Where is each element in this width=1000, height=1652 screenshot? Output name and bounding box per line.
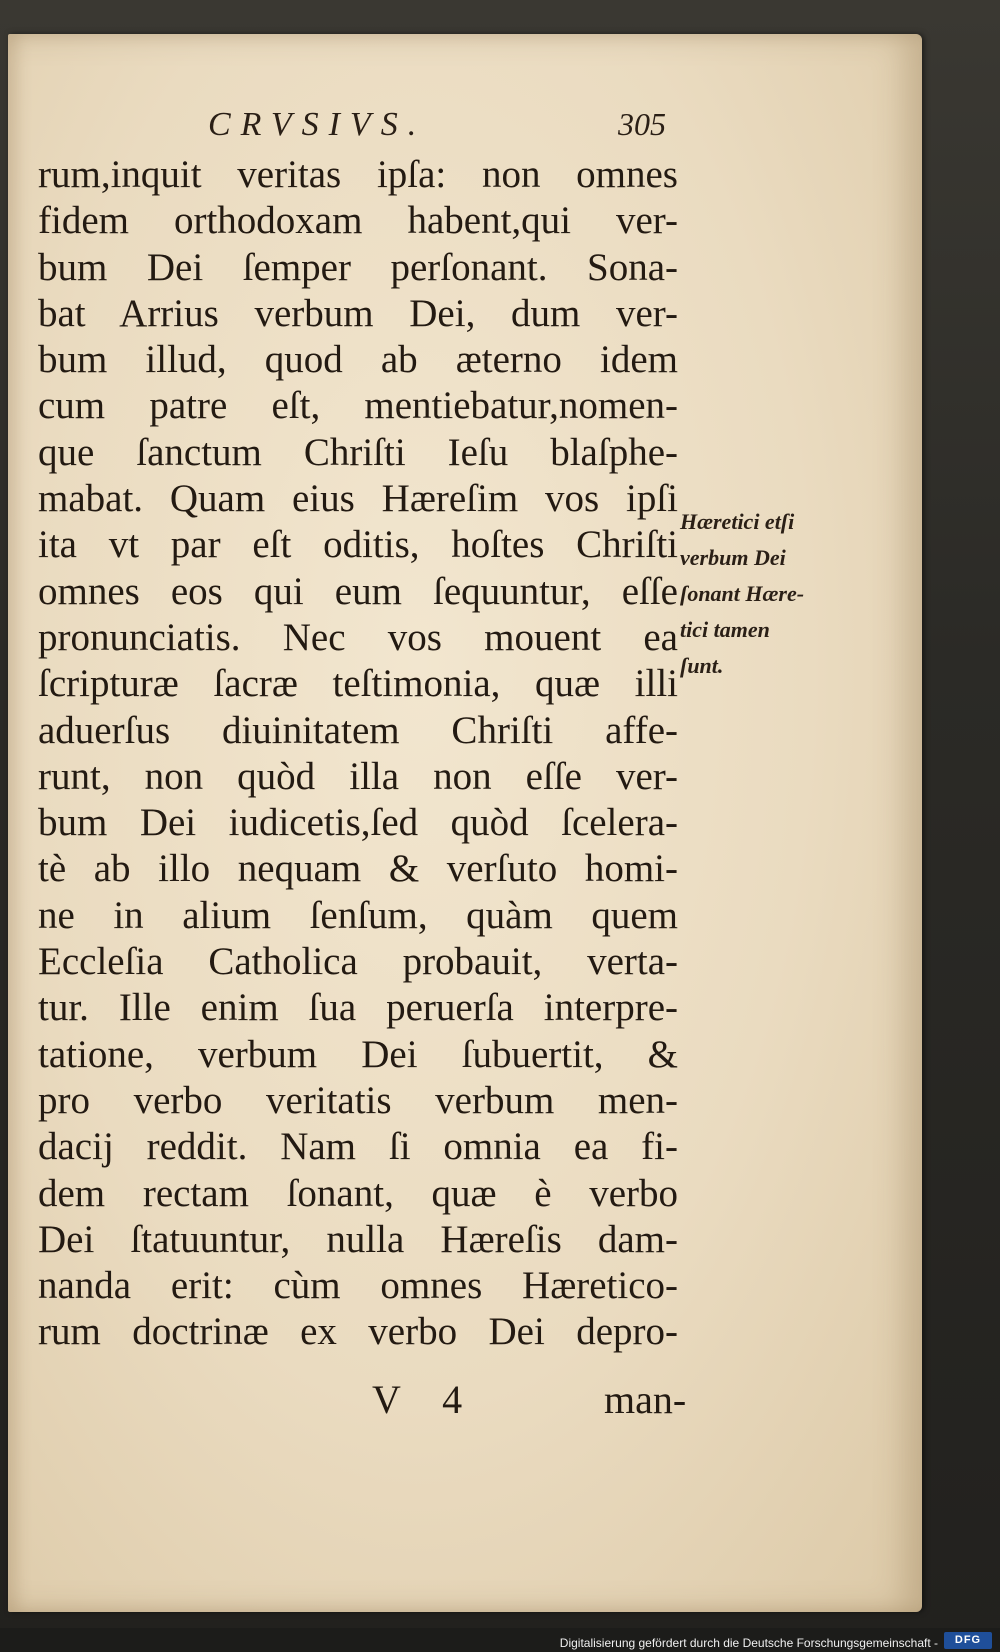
book-page — [8, 34, 922, 1612]
text-line: Dei ſtatuuntur, nulla Hæreſis dam- — [38, 1217, 678, 1261]
text-line: bat Arrius verbum Dei, dum ver- — [38, 291, 678, 335]
marginal-note-line: Hæretici etſi — [680, 509, 795, 534]
text-line: que ſanctum Chriſti Ieſu blaſphe- — [38, 430, 678, 474]
running-head: CRVSIVS. — [208, 106, 427, 143]
marginal-note-line: verbum Dei — [680, 545, 786, 570]
text-line: tatione, verbum Dei ſubuertit, & — [38, 1032, 678, 1076]
signature-mark: V 4 — [372, 1377, 479, 1422]
marginal-note-line: ſunt. — [680, 653, 724, 678]
page-number: 305 — [618, 106, 666, 142]
footer-bar — [0, 1628, 1000, 1652]
text-line: omnes eos qui eum ſequuntur, eſſe — [38, 569, 678, 613]
text-line: ita vt par eſt oditis, hoſtes Chriſti — [38, 523, 678, 567]
text-line: aduerſus diuinitatem Chriſti affe- — [38, 708, 678, 752]
text-line: tur. Ille enim ſua peruerſa interpre- — [38, 986, 678, 1030]
text-line: runt, non quòd illa non eſſe ver- — [38, 754, 678, 798]
text-line: dem rectam ſonant, quæ è verbo — [38, 1171, 678, 1215]
text-line: Eccleſia Catholica probauit, verta- — [38, 940, 678, 984]
marginal-note-line: ſonant Hære- — [680, 581, 805, 606]
text-line: rum,inquit veritas ipſa: non omnes — [38, 153, 678, 196]
text-line: pronunciatis. Nec vos mouent ea — [38, 615, 678, 659]
text-line: pro verbo veritatis verbum men- — [38, 1078, 678, 1122]
text-line: fidem orthodoxam habent,qui ver- — [38, 199, 678, 243]
text-line: cum patre eſt, mentiebatur,nomen- — [38, 384, 678, 428]
funding-notice: Digitalisierung gefördert durch die Deutsche Forschungsgemeinschaft - — [559, 1636, 938, 1650]
catchword: man- — [604, 1377, 687, 1422]
text-line: nanda erit: cùm omnes Hæretico- — [38, 1264, 678, 1308]
marginal-note — [680, 504, 830, 684]
dfg-logo: DFG — [944, 1632, 992, 1649]
text-line: tè ab illo nequam & verſuto homi- — [38, 847, 678, 891]
text-line: bum Dei iudicetis,ſed quòd ſcelera- — [38, 801, 678, 845]
body-text — [38, 152, 678, 1356]
text-line: mabat. Quam eius Hæreſim vos ipſi — [38, 477, 678, 521]
text-line: ſcripturæ ſacræ teſtimonia, quæ illi — [38, 662, 678, 706]
text-line: dacij reddit. Nam ſi omnia ea fi- — [38, 1125, 678, 1169]
text-line: bum Dei ſemper perſonant. Sona- — [38, 245, 678, 289]
text-line: ne in alium ſenſum, quàm quem — [38, 893, 678, 937]
marginal-note-line: tici tamen — [680, 617, 770, 642]
text-line: bum illud, quod ab æterno idem — [38, 338, 678, 382]
text-line: rum doctrinæ ex verbo Dei depro- — [38, 1310, 678, 1354]
